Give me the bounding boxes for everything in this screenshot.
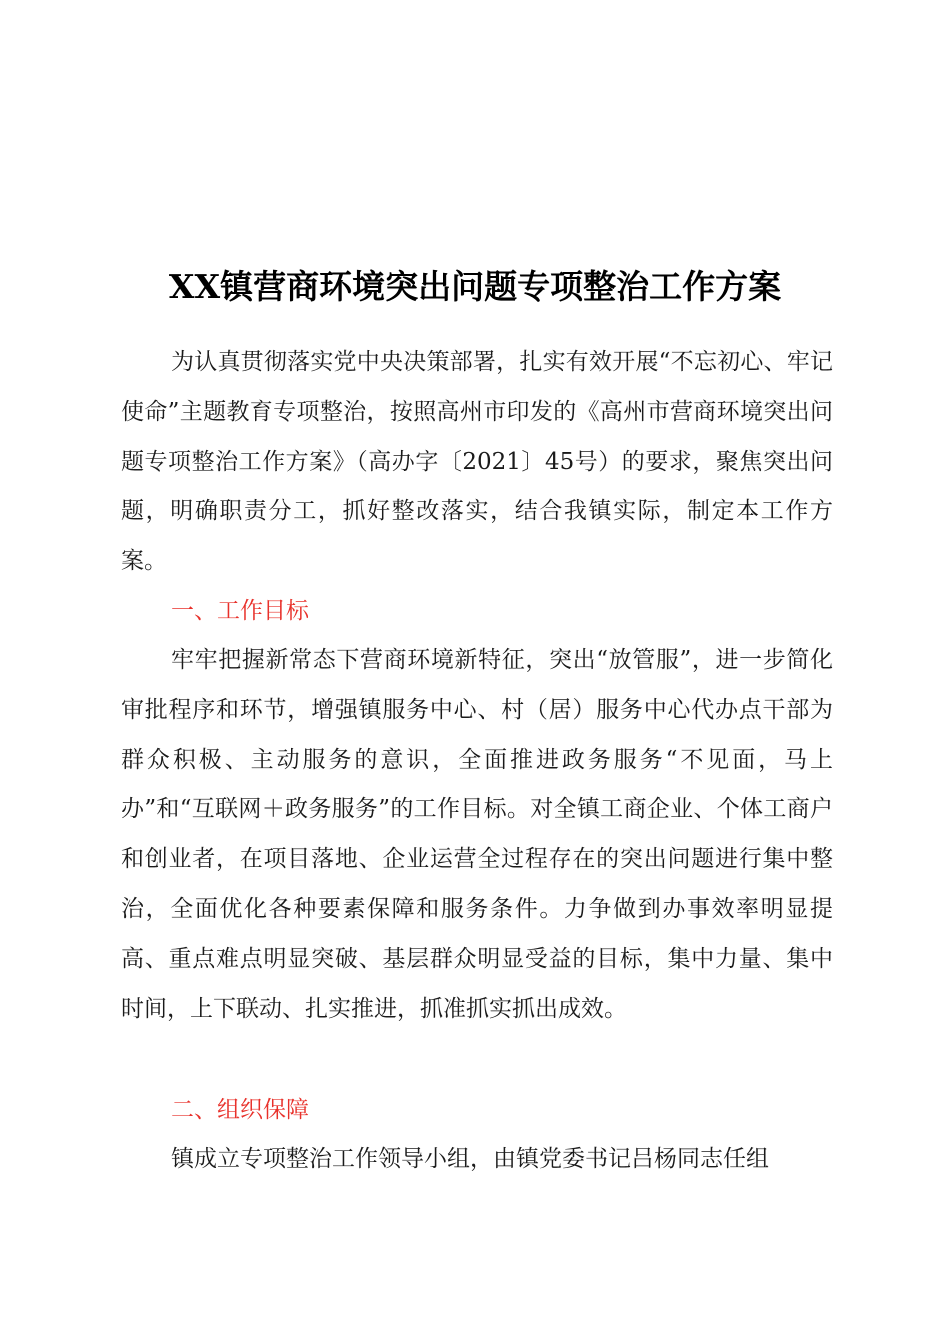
document-title: XX镇营商环境突出问题专项整治工作方案 bbox=[168, 267, 782, 306]
goals-paragraph: 牢牢把握新常态下营商环境新特征，突出“放管服”，进一步简化审批程序和环节，增强镇服务中心、村（居）服务中心代办点干部为群众积极、主动服务的意识，全面推进政务服务“不见面，马上办”和“互联网＋政务服务”的工作目标。对全镇工商企业、个体工商户和创业者，在项目落地、企业运营全过程存在的突出问题进行集中整治，全面优化各种要素保障和服务条件。力争做到办事效率明显提高、重点难点明显突破、基层群众明显受益的目标，集中力量、集中时间，上下联动、扎实推进，抓准抓实抓出成效。 bbox=[121, 647, 833, 1022]
section-heading-organization: 二、组织保障 bbox=[171, 1097, 309, 1123]
intro-paragraph: 为认真贯彻落实党中央决策部署，扎实有效开展“不忘初心、牢记使命”主题教育专项整治，按照高州市印发的《高州市营商环境突出问题专项整治工作方案》（高办字〔2021〕45号）的要求，聚焦突出问题，明确职责分工，抓好整改落实，结合我镇实际，制定本工作方案。 bbox=[121, 349, 833, 575]
section-heading-goals: 一、工作目标 bbox=[171, 598, 309, 624]
organization-paragraph: 镇成立专项整治工作领导小组，由镇党委书记吕杨同志任组 bbox=[171, 1146, 769, 1172]
